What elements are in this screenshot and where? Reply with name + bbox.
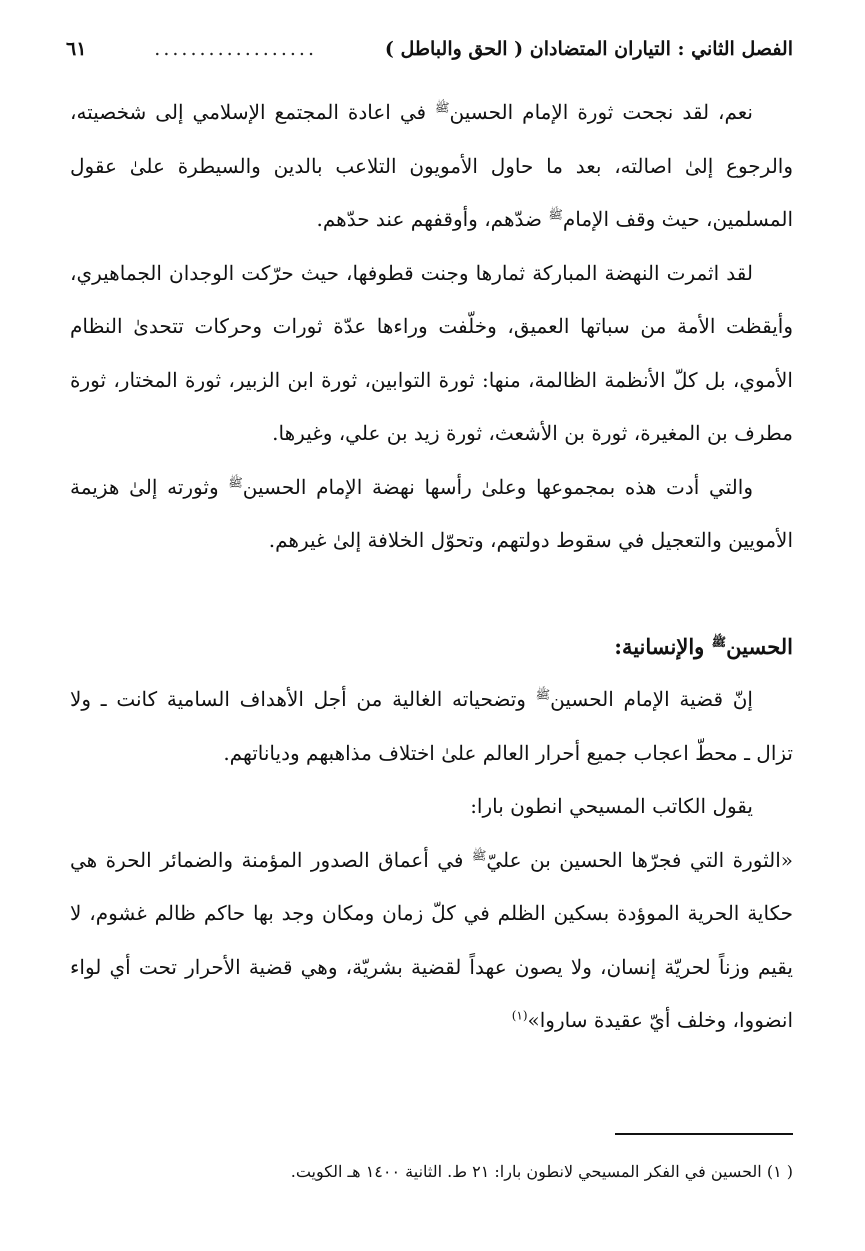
quotation <box>70 834 793 1048</box>
leader-dots: .................. <box>154 38 318 60</box>
paragraph-1-part-c: ضدّهم، وأوقفهم عند حدّهم. <box>316 207 549 231</box>
quotation-part-a: «الثورة التي فجرّها الحسين بن عليّ <box>486 847 794 872</box>
section-heading-part-a: الحسين <box>726 633 793 659</box>
section-heading <box>70 620 793 674</box>
paragraph-3-part-b: وثورته إلىٰ هزيمة الأمويين والتعجيل في سقوط دولتهم، وتحوّل الخلافة إلىٰ غيرهم. <box>70 474 793 552</box>
footnote-divider <box>615 1133 793 1135</box>
quotation-part-b: في أعماق الصدور المؤمنة والضمائر الحرة هي حكاية الحرية الموؤدة بسكين الظلم في كلّ زمان ومكان وجد بها حاكم ظالم غشوم، لا يقيم وزناً لحريّة إنسان، ولا يصون عهداً لقضية بشريّة، وهي قضية الأحرار تحت أي لواء انضووا، وخلف أيّ عقيدة ساروا» <box>70 847 793 1032</box>
paragraph-1-part-b: في اعادة المجتمع الإسلامي إلى شخصيته، والرجوع إلىٰ اصالته، بعد ما حاول الأمويون التلاعب بالدين والسيطرة علىٰ عقول المسلمين، حيث وقف الإمام <box>70 100 793 231</box>
paragraph-1 <box>70 86 793 247</box>
running-header <box>66 34 793 64</box>
honorific-symbol: ﷺ <box>548 207 563 222</box>
paragraph-4 <box>70 673 793 780</box>
page-number: ٦١ <box>66 38 87 60</box>
honorific-symbol: ﷺ <box>435 100 450 115</box>
paragraph-5: يقول الكاتب المسيحي انطون بارا: <box>470 794 753 818</box>
paragraph-4-part-a: إنّ قضية الإمام الحسين <box>550 687 753 711</box>
honorific-symbol: ﷺ <box>711 634 727 649</box>
honorific-symbol: ﷺ <box>535 687 551 702</box>
paragraph-2: لقد اثمرت النهضة المباركة ثمارها وجنت قطوفها، حيث حرّكت الوجدان الجماهيري، وأيقظت الأمة من سباتها العميق، وخلّفت وراءها عدّة ثورات وحركات تتحدىٰ النظام الأموي، بل كلّ الأنظمة الظالمة، منها: ثورة التوابين، ثورة ابن الزبير، ثورة المختار، ثورة مطرف بن المغيرة، ثورة بن الأشعث، ثورة زيد بن علي، وغيرها. <box>70 260 793 445</box>
footnote-reference: (١) <box>511 1008 528 1023</box>
paragraph-1-part-a: نعم، لقد نجحت ثورة الإمام الحسين <box>449 100 753 124</box>
chapter-title: الفصل الثاني : التياران المتضادان ( الحق والباطل ) <box>384 38 793 60</box>
section-heading-part-b: والإنسانية: <box>614 633 712 659</box>
honorific-symbol: ﷺ <box>228 474 243 489</box>
honorific-symbol: ﷺ <box>471 847 487 862</box>
footnote: ( ١) الحسين في الفكر المسيحي لانطون بارا: ٢١ ط. الثانية ١٤٠٠ هـ الكويت. <box>290 1162 793 1181</box>
paragraph-3 <box>70 461 793 568</box>
paragraph-4-part-b: وتضحياته الغالية من أجل الأهداف السامية كانت ـ ولا تزال ـ محطّ اعجاب جميع أحرار العالم علىٰ اختلاف مذاهبهم ودياناتهم. <box>70 687 793 765</box>
paragraph-3-part-a: والتي أدت هذه بمجموعها وعلىٰ رأسها نهضة الإمام الحسين <box>242 474 753 499</box>
body-text <box>70 86 793 1048</box>
